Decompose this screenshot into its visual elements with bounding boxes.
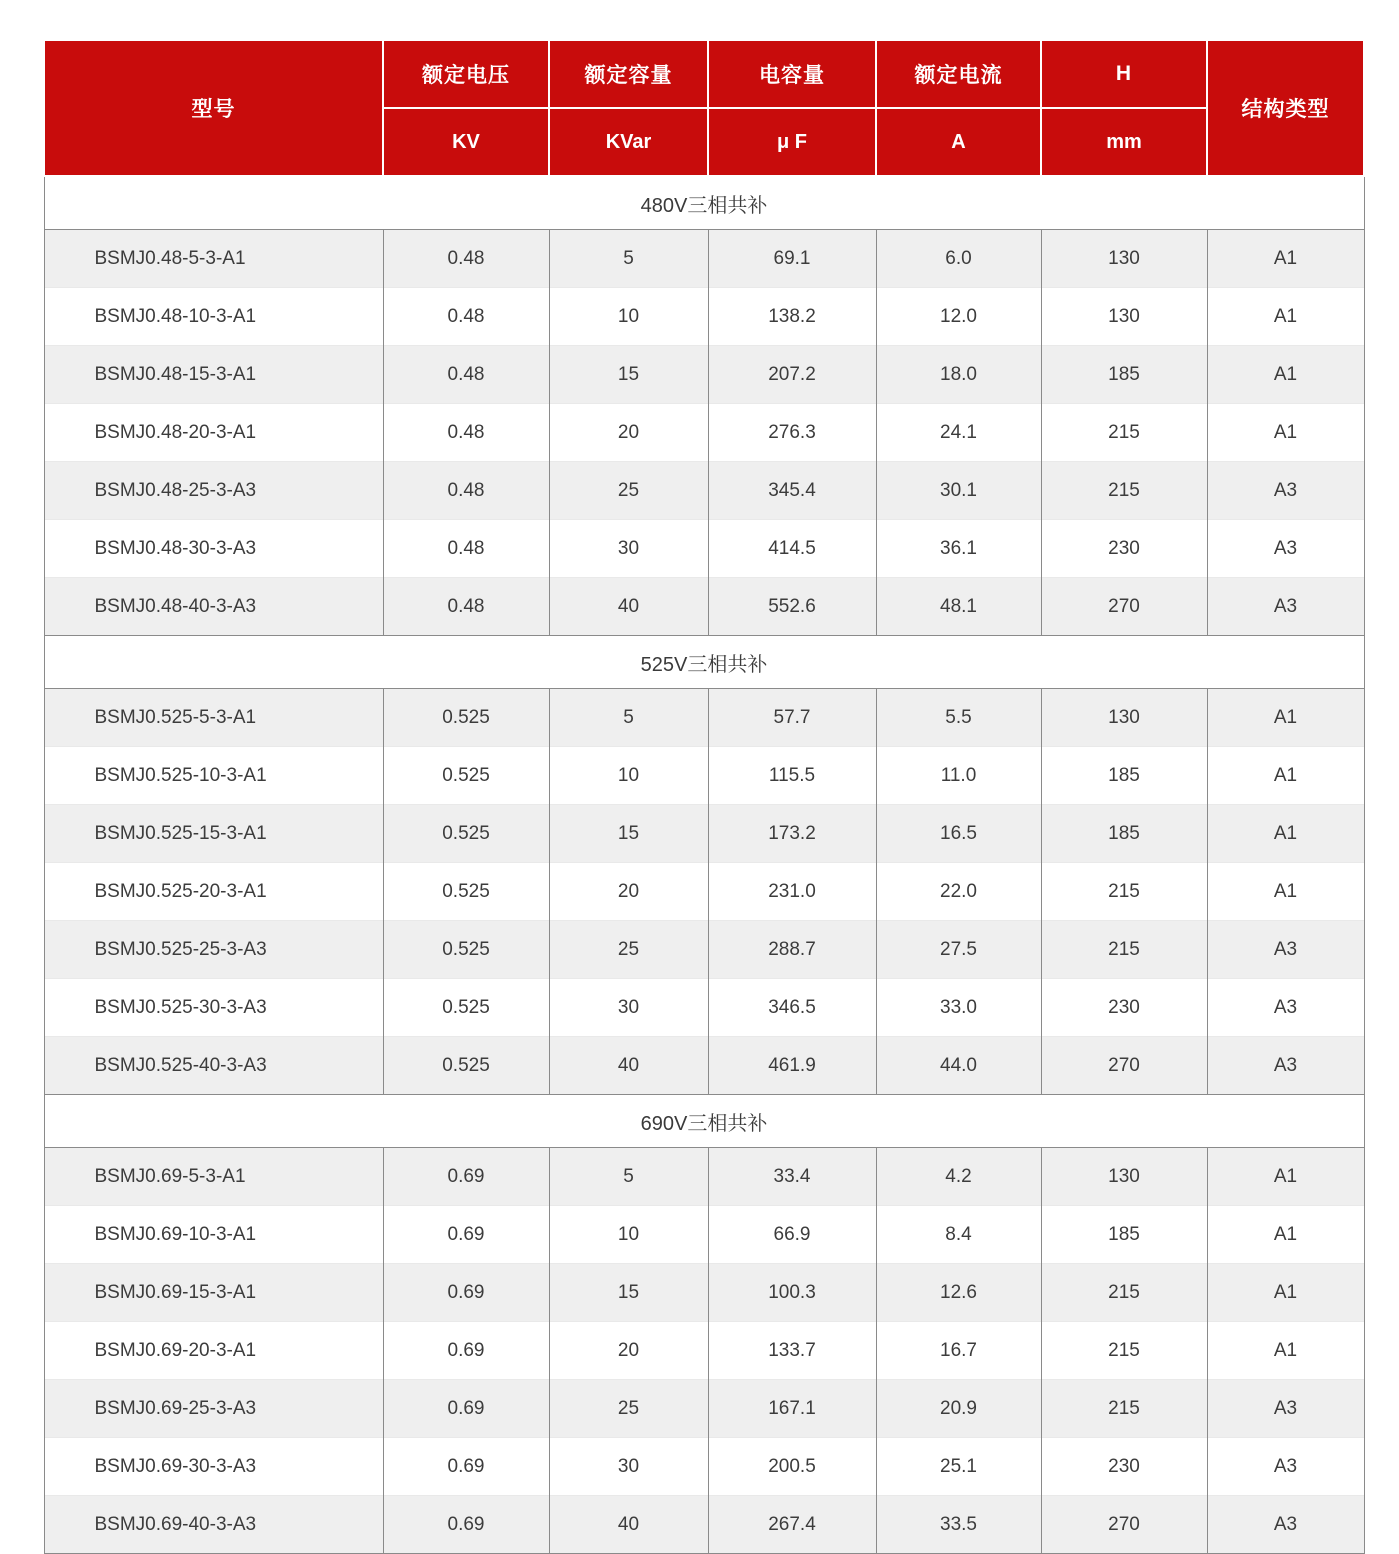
value-cell: 30.1 [876, 462, 1041, 520]
value-cell: A1 [1207, 1322, 1364, 1380]
model-cell: BSMJ0.525-30-3-A3 [44, 979, 383, 1037]
unit-kv: KV [383, 108, 549, 176]
value-cell: A3 [1207, 1380, 1364, 1438]
value-cell: 10 [549, 747, 708, 805]
value-cell: 5 [549, 1148, 708, 1206]
value-cell: 230 [1041, 1438, 1207, 1496]
value-cell: 0.525 [383, 1037, 549, 1095]
model-cell: BSMJ0.48-10-3-A1 [44, 288, 383, 346]
value-cell: 20 [549, 1322, 708, 1380]
header-rated-current: 额定电流 [876, 40, 1041, 108]
value-cell: 40 [549, 1496, 708, 1554]
value-cell: 215 [1041, 404, 1207, 462]
value-cell: 0.69 [383, 1438, 549, 1496]
value-cell: 100.3 [708, 1264, 876, 1322]
unit-uf: μ F [708, 108, 876, 176]
value-cell: 0.69 [383, 1496, 549, 1554]
model-cell: BSMJ0.48-40-3-A3 [44, 578, 383, 636]
table-row [44, 1037, 1364, 1095]
value-cell: 0.525 [383, 863, 549, 921]
value-cell: 40 [549, 578, 708, 636]
value-cell: 20 [549, 404, 708, 462]
value-cell: 215 [1041, 1380, 1207, 1438]
value-cell: 5.5 [876, 689, 1041, 747]
table-row [44, 747, 1364, 805]
section-header-row [44, 636, 1364, 689]
section-header-row [44, 1095, 1364, 1148]
value-cell: 30 [549, 979, 708, 1037]
table-row [44, 979, 1364, 1037]
value-cell: A1 [1207, 747, 1364, 805]
value-cell: 270 [1041, 1496, 1207, 1554]
value-cell: 461.9 [708, 1037, 876, 1095]
value-cell: A3 [1207, 578, 1364, 636]
section-title: 480V三相共补 [44, 176, 1364, 230]
value-cell: 185 [1041, 747, 1207, 805]
table-row [44, 578, 1364, 636]
value-cell: A1 [1207, 1206, 1364, 1264]
section-title: 525V三相共补 [44, 636, 1364, 689]
model-cell: BSMJ0.48-25-3-A3 [44, 462, 383, 520]
value-cell: A3 [1207, 1496, 1364, 1554]
value-cell: 40 [549, 1037, 708, 1095]
value-cell: 130 [1041, 288, 1207, 346]
value-cell: 24.1 [876, 404, 1041, 462]
value-cell: 215 [1041, 863, 1207, 921]
model-cell: BSMJ0.525-5-3-A1 [44, 689, 383, 747]
value-cell: A1 [1207, 863, 1364, 921]
value-cell: 0.48 [383, 578, 549, 636]
value-cell: 25 [549, 462, 708, 520]
table-row [44, 1322, 1364, 1380]
value-cell: A3 [1207, 462, 1364, 520]
value-cell: A1 [1207, 404, 1364, 462]
model-cell: BSMJ0.525-15-3-A1 [44, 805, 383, 863]
model-cell: BSMJ0.69-30-3-A3 [44, 1438, 383, 1496]
unit-a: A [876, 108, 1041, 176]
value-cell: A1 [1207, 805, 1364, 863]
value-cell: 0.48 [383, 520, 549, 578]
header-model: 型号 [44, 40, 383, 176]
value-cell: 27.5 [876, 921, 1041, 979]
model-cell: BSMJ0.48-15-3-A1 [44, 346, 383, 404]
value-cell: 288.7 [708, 921, 876, 979]
value-cell: 44.0 [876, 1037, 1041, 1095]
value-cell: 16.5 [876, 805, 1041, 863]
value-cell: 15 [549, 1264, 708, 1322]
value-cell: 130 [1041, 1148, 1207, 1206]
model-cell: BSMJ0.69-40-3-A3 [44, 1496, 383, 1554]
value-cell: 215 [1041, 1322, 1207, 1380]
value-cell: A1 [1207, 346, 1364, 404]
value-cell: 231.0 [708, 863, 876, 921]
value-cell: 0.48 [383, 230, 549, 288]
value-cell: 30 [549, 520, 708, 578]
value-cell: 0.525 [383, 689, 549, 747]
value-cell: 10 [549, 288, 708, 346]
value-cell: 0.525 [383, 805, 549, 863]
table-row [44, 1264, 1364, 1322]
value-cell: 133.7 [708, 1322, 876, 1380]
value-cell: 25 [549, 921, 708, 979]
value-cell: 345.4 [708, 462, 876, 520]
value-cell: 215 [1041, 921, 1207, 979]
model-cell: BSMJ0.69-10-3-A1 [44, 1206, 383, 1264]
value-cell: 69.1 [708, 230, 876, 288]
value-cell: 8.4 [876, 1206, 1041, 1264]
value-cell: A1 [1207, 1264, 1364, 1322]
table-row [44, 1380, 1364, 1438]
table-row [44, 1438, 1364, 1496]
value-cell: 173.2 [708, 805, 876, 863]
header-capacitance: 电容量 [708, 40, 876, 108]
value-cell: 0.525 [383, 921, 549, 979]
model-cell: BSMJ0.69-5-3-A1 [44, 1148, 383, 1206]
table-row [44, 1206, 1364, 1264]
model-cell: BSMJ0.48-5-3-A1 [44, 230, 383, 288]
value-cell: 215 [1041, 1264, 1207, 1322]
value-cell: 48.1 [876, 578, 1041, 636]
model-cell: BSMJ0.525-40-3-A3 [44, 1037, 383, 1095]
value-cell: A1 [1207, 689, 1364, 747]
value-cell: 0.69 [383, 1264, 549, 1322]
table-row [44, 805, 1364, 863]
value-cell: 167.1 [708, 1380, 876, 1438]
value-cell: A3 [1207, 979, 1364, 1037]
value-cell: 22.0 [876, 863, 1041, 921]
header-rated-voltage: 额定电压 [383, 40, 549, 108]
value-cell: 552.6 [708, 578, 876, 636]
value-cell: 5 [549, 230, 708, 288]
table-row [44, 288, 1364, 346]
value-cell: A1 [1207, 1148, 1364, 1206]
value-cell: 33.5 [876, 1496, 1041, 1554]
value-cell: 185 [1041, 1206, 1207, 1264]
value-cell: 33.0 [876, 979, 1041, 1037]
model-cell: BSMJ0.48-30-3-A3 [44, 520, 383, 578]
value-cell: 20 [549, 863, 708, 921]
table-row [44, 1148, 1364, 1206]
table-row [44, 921, 1364, 979]
value-cell: 66.9 [708, 1206, 876, 1264]
value-cell: 33.4 [708, 1148, 876, 1206]
table-row [44, 689, 1364, 747]
table-row [44, 520, 1364, 578]
value-cell: 230 [1041, 520, 1207, 578]
value-cell: 346.5 [708, 979, 876, 1037]
value-cell: 30 [549, 1438, 708, 1496]
value-cell: 0.48 [383, 288, 549, 346]
value-cell: 130 [1041, 689, 1207, 747]
value-cell: 10 [549, 1206, 708, 1264]
value-cell: A3 [1207, 1037, 1364, 1095]
model-cell: BSMJ0.525-25-3-A3 [44, 921, 383, 979]
value-cell: 267.4 [708, 1496, 876, 1554]
value-cell: 57.7 [708, 689, 876, 747]
value-cell: 15 [549, 805, 708, 863]
value-cell: 36.1 [876, 520, 1041, 578]
value-cell: 0.525 [383, 979, 549, 1037]
value-cell: 5 [549, 689, 708, 747]
value-cell: 115.5 [708, 747, 876, 805]
header-height: H [1041, 40, 1207, 108]
value-cell: A1 [1207, 230, 1364, 288]
value-cell: 0.525 [383, 747, 549, 805]
value-cell: 12.0 [876, 288, 1041, 346]
table-body [44, 176, 1364, 1554]
value-cell: 16.7 [876, 1322, 1041, 1380]
value-cell: 15 [549, 346, 708, 404]
value-cell: 0.48 [383, 346, 549, 404]
value-cell: 230 [1041, 979, 1207, 1037]
value-cell: 215 [1041, 462, 1207, 520]
value-cell: 185 [1041, 805, 1207, 863]
value-cell: 0.69 [383, 1380, 549, 1438]
value-cell: 276.3 [708, 404, 876, 462]
table-header [44, 40, 1364, 176]
value-cell: 207.2 [708, 346, 876, 404]
value-cell: A3 [1207, 1438, 1364, 1496]
capacitor-spec-table [43, 39, 1365, 1554]
value-cell: 270 [1041, 578, 1207, 636]
table-row [44, 404, 1364, 462]
model-cell: BSMJ0.69-20-3-A1 [44, 1322, 383, 1380]
value-cell: 4.2 [876, 1148, 1041, 1206]
value-cell: 138.2 [708, 288, 876, 346]
value-cell: 20.9 [876, 1380, 1041, 1438]
table-row [44, 346, 1364, 404]
value-cell: 6.0 [876, 230, 1041, 288]
value-cell: 200.5 [708, 1438, 876, 1496]
value-cell: 18.0 [876, 346, 1041, 404]
table-row [44, 1496, 1364, 1554]
value-cell: A3 [1207, 921, 1364, 979]
table-row [44, 230, 1364, 288]
value-cell: 130 [1041, 230, 1207, 288]
model-cell: BSMJ0.48-20-3-A1 [44, 404, 383, 462]
model-cell: BSMJ0.525-10-3-A1 [44, 747, 383, 805]
model-cell: BSMJ0.69-25-3-A3 [44, 1380, 383, 1438]
value-cell: A3 [1207, 520, 1364, 578]
header-rated-capacity: 额定容量 [549, 40, 708, 108]
table-row [44, 863, 1364, 921]
model-cell: BSMJ0.525-20-3-A1 [44, 863, 383, 921]
value-cell: 25 [549, 1380, 708, 1438]
table-row [44, 462, 1364, 520]
value-cell: 0.69 [383, 1322, 549, 1380]
value-cell: 185 [1041, 346, 1207, 404]
value-cell: 0.48 [383, 462, 549, 520]
unit-kvar: KVar [549, 108, 708, 176]
unit-mm: mm [1041, 108, 1207, 176]
section-title: 690V三相共补 [44, 1095, 1364, 1148]
section-header-row [44, 176, 1364, 230]
model-cell: BSMJ0.69-15-3-A1 [44, 1264, 383, 1322]
value-cell: 12.6 [876, 1264, 1041, 1322]
value-cell: 0.69 [383, 1206, 549, 1264]
value-cell: 0.69 [383, 1148, 549, 1206]
value-cell: A1 [1207, 288, 1364, 346]
value-cell: 270 [1041, 1037, 1207, 1095]
value-cell: 414.5 [708, 520, 876, 578]
value-cell: 25.1 [876, 1438, 1041, 1496]
value-cell: 11.0 [876, 747, 1041, 805]
header-structure-type: 结构类型 [1207, 40, 1364, 176]
value-cell: 0.48 [383, 404, 549, 462]
